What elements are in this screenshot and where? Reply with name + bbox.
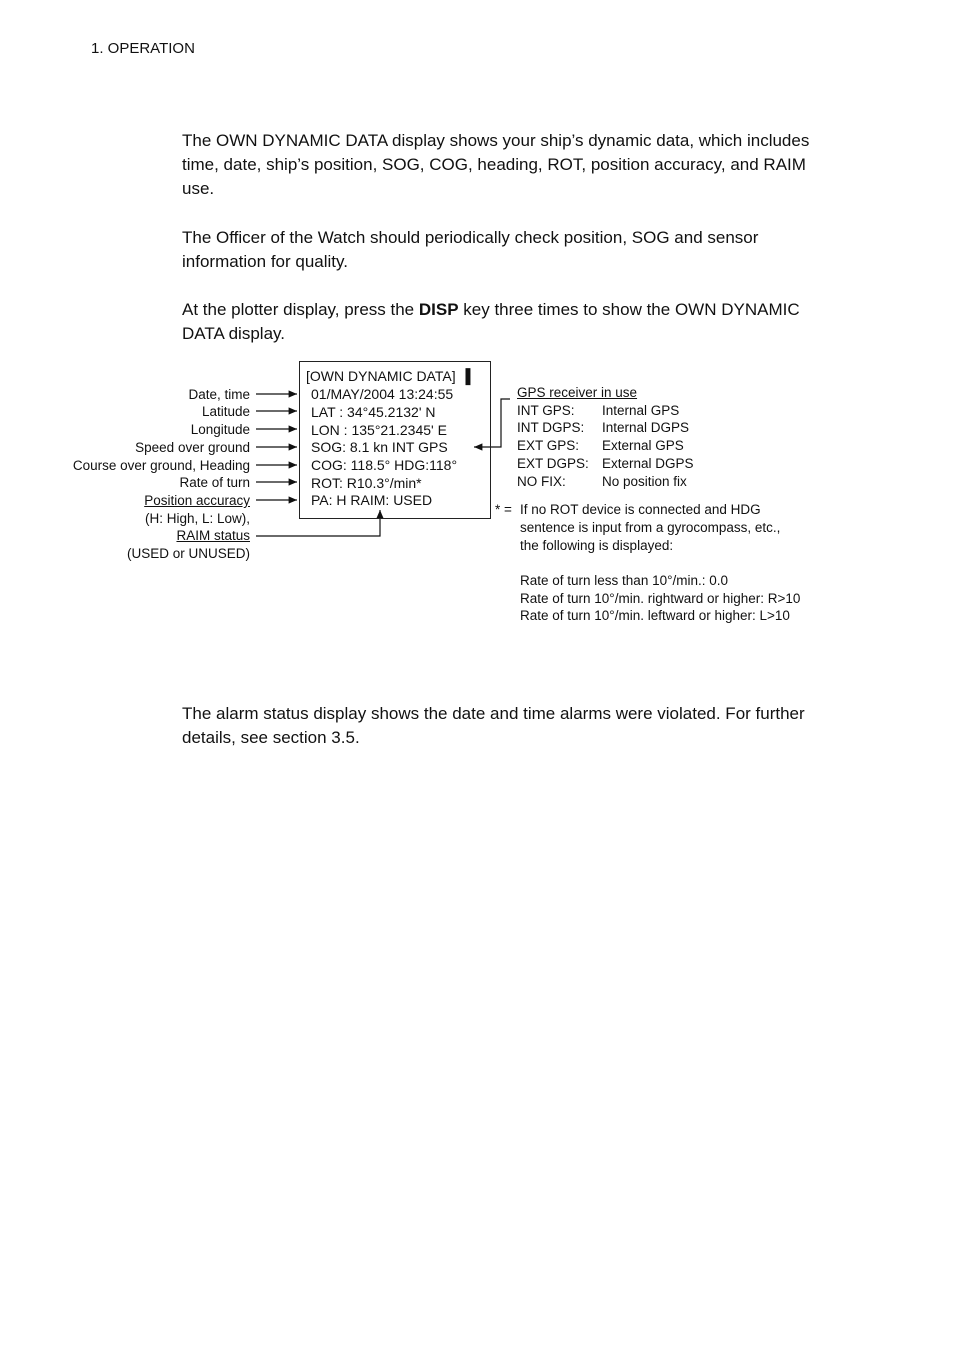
gps-key-int-gps: INT GPS: [517, 403, 575, 418]
screen-sog: SOG: 8.1 kn INT GPS [311, 439, 448, 455]
instruction-text-before: At the plotter display, press the [182, 300, 419, 319]
screen-pa-raim: PA: H RAIM: USED [311, 492, 433, 508]
gps-val-no-fix: No position fix [602, 474, 687, 489]
note-line-2: sentence is input from a gyrocompass, etc., [520, 520, 781, 535]
note-line-6: Rate of turn 10°/min. leftward or higher: L>10 [520, 608, 790, 623]
label-latitude: Latitude [201, 404, 250, 419]
screen-latitude: LAT : 34°45.2132' N [311, 404, 436, 420]
page-header: 1. OPERATION [91, 40, 195, 57]
note-line-5: Rate of turn 10°/min. rightward or higher: R>10 [520, 591, 801, 606]
intro-paragraph: The OWN DYNAMIC DATA display shows your ship’s dynamic data, which includes time, date, ship’s position, SOG, COG, heading, ROT, position accuracy, and RAIM use. [182, 131, 810, 198]
gps-title: GPS receiver in use [517, 385, 638, 400]
note-line-1: If no ROT device is connected and HDG [520, 502, 761, 517]
screen-title-text: [OWN DYNAMIC DATA] [306, 368, 456, 384]
note-line-4: Rate of turn less than 10°/min.: 0.0 [520, 573, 729, 588]
gps-key-no-fix: NO FIX: [517, 474, 566, 489]
screen-title [306, 368, 475, 385]
gps-val-ext-gps: External GPS [602, 438, 684, 453]
note-line-3: the following is displayed: [520, 538, 674, 553]
instruction-text-after: key three times to show the OWN DYNAMIC DATA display. [182, 300, 800, 343]
note-marker: * = [495, 502, 512, 517]
label-position-accuracy: Position accuracy [144, 493, 250, 508]
label-pa-detail: (H: High, L: Low), [144, 511, 250, 526]
screen-rot: ROT: R10.3°/min* [311, 475, 422, 491]
screen-cursor: ▌ [465, 368, 476, 384]
screen-longitude: LON : 135°21.2345' E [311, 422, 447, 438]
gps-key-ext-dgps: EXT DGPS: [517, 456, 589, 471]
label-cog-hdg: Course over ground, Heading [72, 458, 250, 473]
label-raim-status: RAIM status [176, 528, 250, 543]
gps-val-int-dgps: Internal DGPS [602, 420, 690, 435]
gps-val-int-gps: Internal GPS [602, 403, 680, 418]
disp-key: DISP [418, 300, 459, 319]
label-longitude: Longitude [190, 422, 250, 437]
gps-key-ext-gps: EXT GPS: [517, 438, 580, 453]
label-rot: Rate of turn [179, 475, 250, 490]
officer-paragraph: The Officer of the Watch should periodically check position, SOG and sensor information for quality. [182, 228, 759, 271]
gps-val-ext-dgps: External DGPS [602, 456, 694, 471]
screen-cog-hdg: COG: 118.5° HDG:118° [311, 457, 458, 473]
gps-key-int-dgps: INT DGPS: [517, 420, 585, 435]
alarm-paragraph: The alarm status display shows the date and time alarms were violated. For further details, see section 3.5. [182, 704, 805, 747]
label-sog: Speed over ground [135, 440, 250, 455]
label-date-time: Date, time [188, 387, 250, 402]
label-raim-detail: (USED or UNUSED) [126, 546, 250, 561]
screen-date-time: 01/MAY/2004 13:24:55 [311, 386, 454, 402]
